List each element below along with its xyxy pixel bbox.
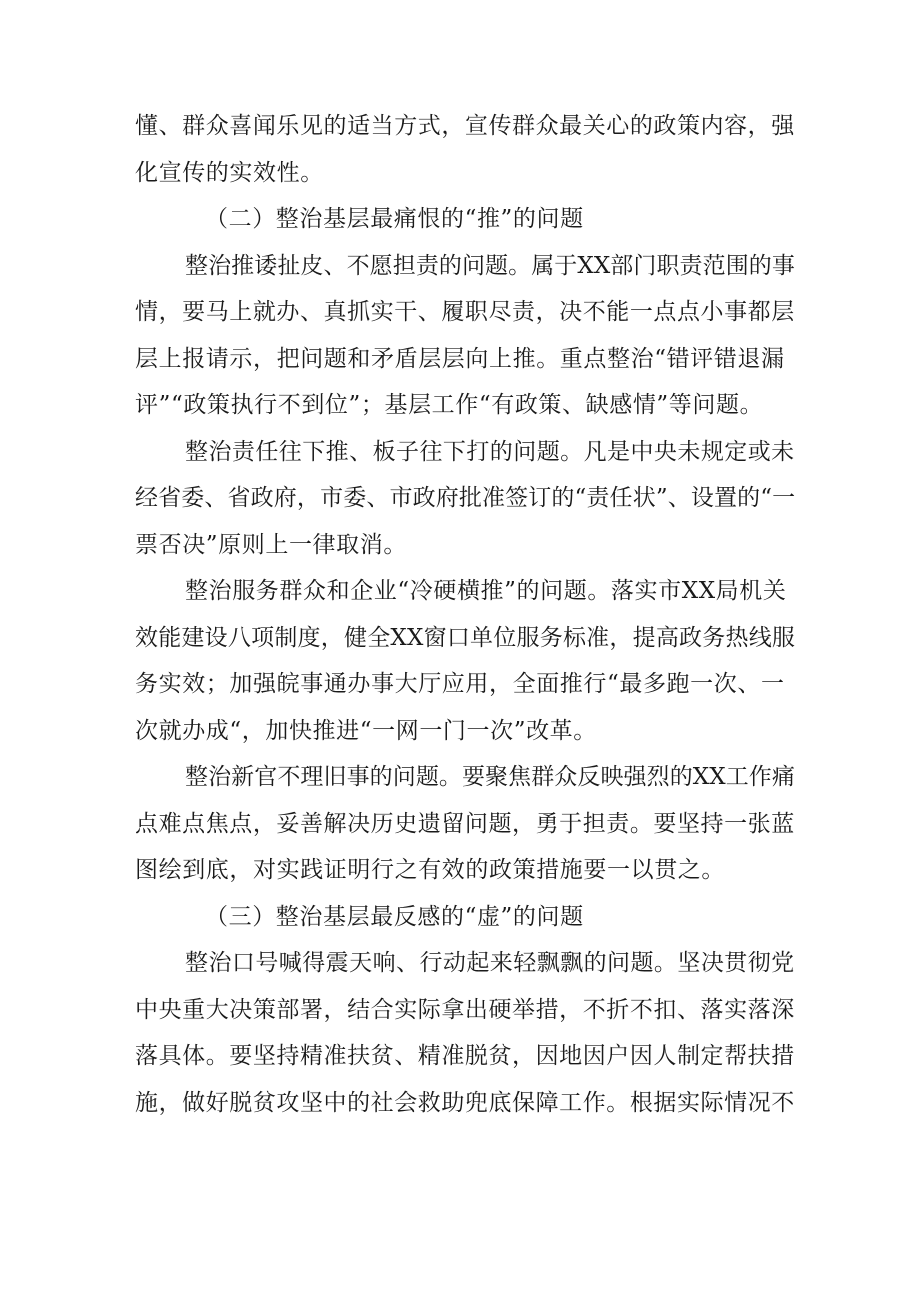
- text-line: 务实效；加强皖事通办事大厅应用，全面推行“最多跑一次、一: [135, 671, 785, 697]
- text-line: 经省委、省政府，市委、市政府批准签订的“责任状”、设置的“一: [135, 485, 796, 511]
- section-heading: （二）整治基层最痛恨的“推”的问题: [205, 206, 584, 232]
- text-line: 中央重大决策部署，结合实际拿出硬举措，不折不扣、落实落深: [135, 996, 795, 1023]
- text-line: 评”“政策执行不到位”；基层工作“有政策、缺感情”等问题。: [135, 392, 764, 418]
- text-line: 整治责任往下推、板子往下打的问题。凡是中央未规定或未: [185, 438, 795, 465]
- text-line: 整治口号喊得震天响、行动起来轻飘飘的问题。坚决贯彻党: [185, 950, 795, 976]
- section-heading: （三）整治基层最反感的“虚”的问题: [205, 903, 584, 930]
- text-line: 施，做好脱贫攻坚中的社会救助兜底保障工作。根据实际情况不: [135, 1089, 795, 1116]
- text-line: 落具体。要坚持精准扶贫、精准脱贫，因地因户因人制定帮扶措: [135, 1043, 795, 1069]
- text-line: 化宣传的实效性。: [135, 159, 324, 186]
- text-line: 整治新官不理旧事的问题。要聚焦群众反映强烈的XX工作痛: [185, 764, 795, 790]
- text-line: 整治服务群众和企业“冷硬横推”的问题。落实市XX局机关: [185, 578, 787, 604]
- text-line: 点难点焦点，妥善解决历史遗留问题，勇于担责。要坚持一张蓝: [135, 810, 795, 837]
- document-body: [135, 103, 795, 1126]
- text-line: 次就办成“，加快推进“一网一门一次”改革。: [135, 717, 597, 744]
- text-line: 懂、群众喜闻乐见的适当方式，宣传群众最关心的政策内容，强: [135, 113, 795, 139]
- text-line: 层上报请示，把问题和矛盾层层向上推。重点整治“错评错退漏: [135, 345, 785, 372]
- text-line: 效能建设八项制度，健全XX窗口单位服务标准，提高政务热线服: [135, 624, 796, 651]
- text-line: 图绘到底，对实践证明行之有效的政策措施要一以贯之。: [135, 857, 725, 883]
- text-line: 情，要马上就办、真抓实干、履职尽责，决不能一点点小事都层: [135, 299, 795, 325]
- text-line: 整治推诿扯皮、不愿担责的问题。属于XX部门职责范围的事: [185, 252, 795, 279]
- text-line: 票否决”原则上一律取消。: [135, 531, 407, 558]
